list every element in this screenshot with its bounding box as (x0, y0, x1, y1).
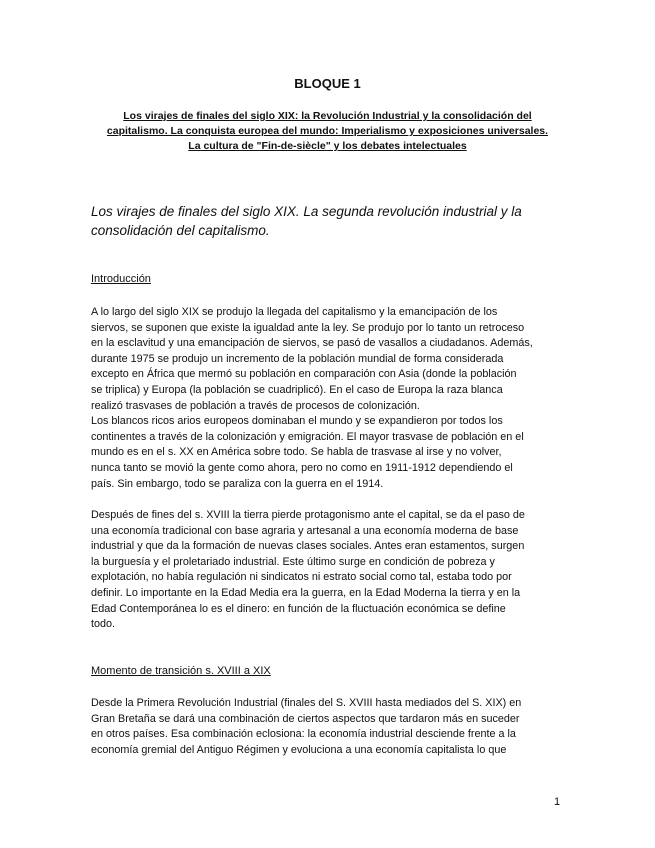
paragraph-line: en otros países. Esa combinación eclosiona: la economía industrial desciende frente a la (91, 728, 516, 741)
block-title: BLOQUE 1 (294, 76, 361, 91)
subtitle-line: La cultura de "Fin-de-siècle" y los debates intelectuales (188, 140, 467, 152)
paragraph-line: durante 1975 se produjo un incremento de la población mundial de forma considerada (91, 352, 504, 365)
paragraph-line: en la esclavitud y una emancipación de siervos, se pasó de vasallos a ciudadanos. Además, (91, 337, 533, 350)
document-subtitle (88, 109, 567, 154)
paragraph-line: la burguesía y el proletariado industrial. Este último surge en condición de pobreza y (91, 555, 495, 568)
paragraph-line: Gran Bretaña se dará una combinación de ciertos aspectos que tardaron más en suceder (91, 712, 520, 725)
paragraph-line: economía gremial del Antiguo Régimen y evoluciona a una economía capitalista lo que (91, 743, 507, 756)
paragraph-line: definir. Lo importante en la Edad Media era la guerra, en la Edad Moderna la tierra y en la (91, 586, 521, 599)
paragraph-2 (91, 508, 571, 633)
paragraph-line: continentes a través de la colonización y emigración. El mayor trasvase de población en el (91, 430, 524, 443)
paragraph-line: Edad Contemporánea lo es el dinero: en función de la fluctuación económica se define (91, 602, 506, 615)
subtitle-line: Los virajes de finales del siglo XIX: la Revolución Industrial y la consolidación del (123, 110, 532, 122)
paragraph-line: Los blancos ricos arios europeos dominaban el mundo y se expandieron por todos los (91, 415, 503, 428)
paragraph-line: una economía tradicional con base agraria y artesanal a una economía moderna de base (91, 524, 519, 537)
paragraph-line: industrial y que da la formación de nuevas clases sociales. Antes eran estamentos, surgen (91, 540, 525, 553)
lead-line: consolidación del capitalismo. (91, 223, 270, 238)
lead-line: Los virajes de finales del siglo XIX. La segunda revolución industrial y la (91, 204, 522, 219)
paragraph-line: Después de fines del s. XVIII la tierra pierde protagonismo ante el capital, se da el paso de (91, 509, 525, 521)
paragraph-line: siervos, se suponen que existe la igualdad ante la ley. Se produjo por lo tanto un retroceso (91, 321, 525, 334)
paragraph-line: mundo es en el s. XX en América sobre todo. Se habla de trasvase al irse y no volver, (91, 446, 502, 459)
paragraph-line: se triplica) y Europa (la población se cuadriplicó). En el caso de Europa la raza blanca (91, 383, 503, 396)
paragraph-line: explotación, no había regulación ni sindicatos ni estrato social como tal, estaba todo por (91, 571, 512, 584)
subtitle-line: capitalismo. La conquista europea del mundo: Imperialismo y exposiciones universales. (106, 125, 549, 137)
paragraph-line: todo. (91, 618, 116, 631)
section-heading-introduccion: Introducción (91, 273, 151, 285)
page-number: 1 (554, 796, 561, 808)
paragraph-line: realizó trasvases de población a través de procesos de colonización. (91, 399, 420, 412)
paragraph-line: nunca tanto se movió la gente como ahora, pero no como en 1911-1912 dependiendo el (91, 461, 513, 474)
section-heading-momento-transicion: Momento de transición s. XVIII a XIX (91, 665, 271, 677)
paragraph-line: país. Sin embargo, todo se paraliza con la guerra en el 1914. (91, 477, 384, 490)
lead-heading (91, 202, 571, 240)
paragraph-3 (91, 696, 571, 758)
paragraph-line: excepto en África que mermó su población en comparación con Asia (donde la población (91, 368, 517, 381)
paragraph-line: Desde la Primera Revolución Industrial (finales del S. XVIII hasta mediados del S. XIX) en (91, 697, 522, 709)
paragraph-1 (91, 305, 571, 492)
paragraph-line: A lo largo del siglo XIX se produjo la llegada del capitalismo y la emancipación de los (91, 306, 498, 318)
